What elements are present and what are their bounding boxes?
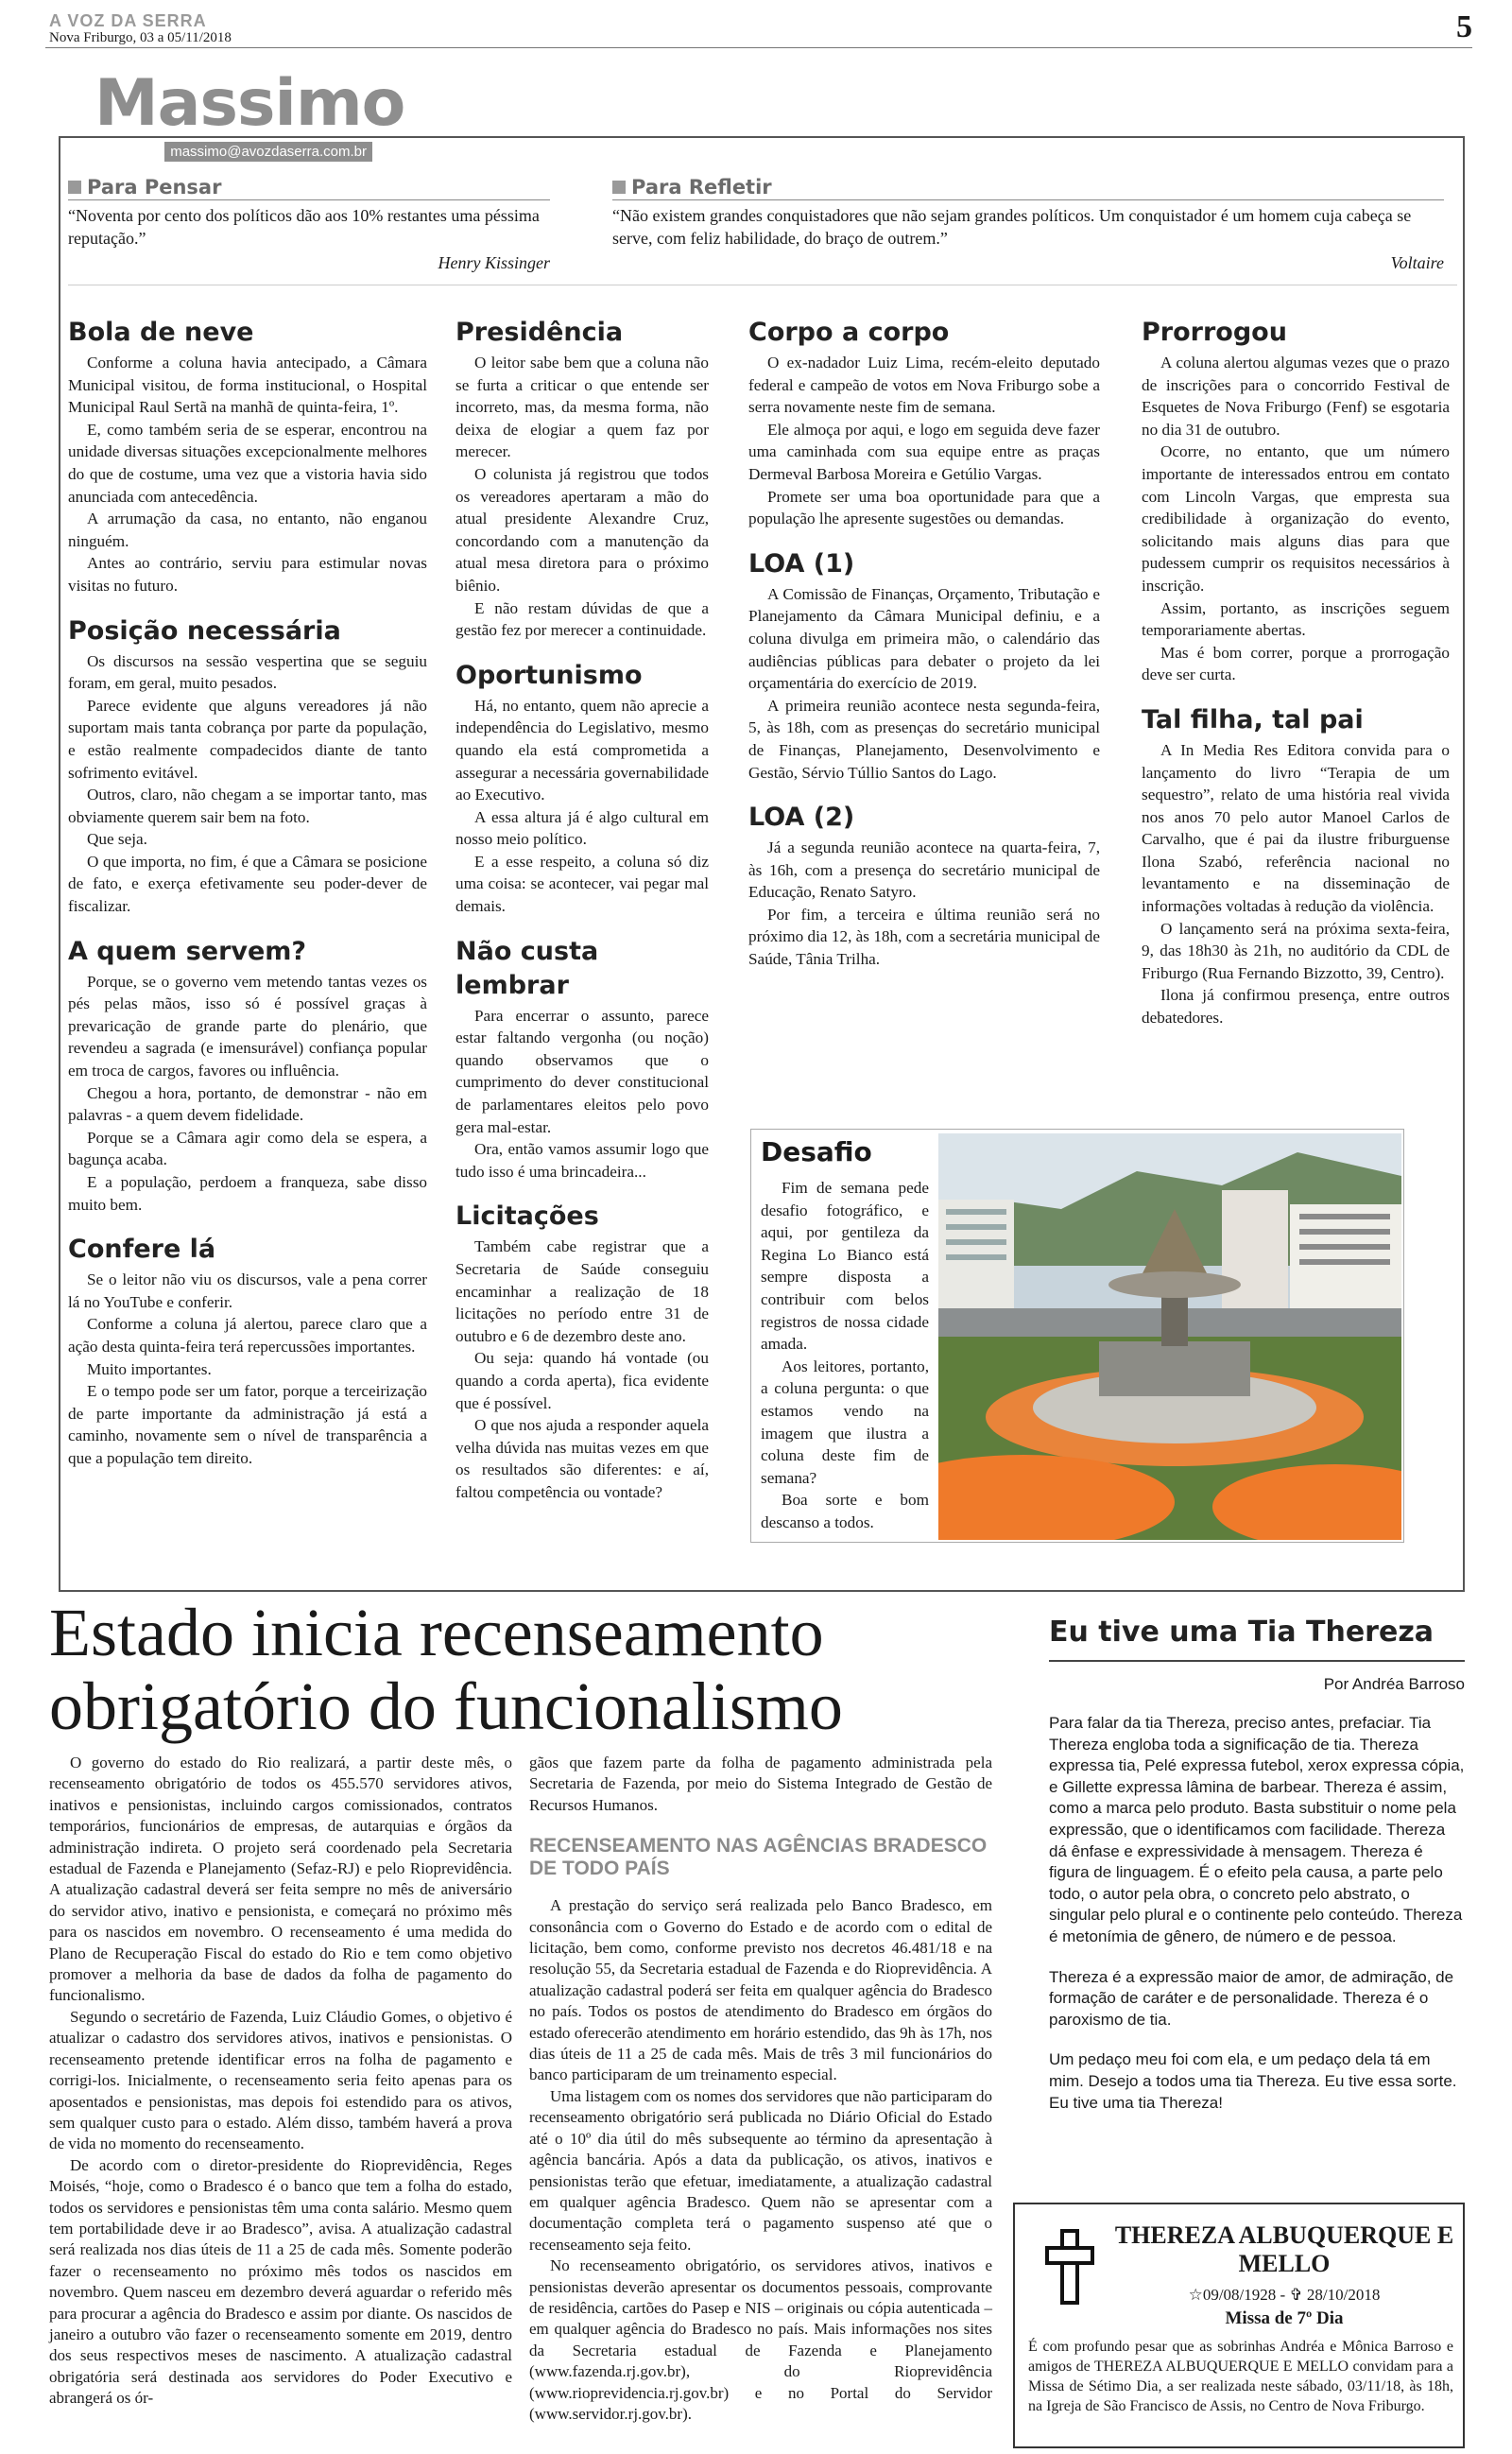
article-column-1 — [49, 1753, 512, 2410]
note-title: A quem servem? — [68, 936, 307, 966]
article-column-2 — [529, 1753, 992, 2425]
note-paragraph: Chegou a hora, portanto, de demonstrar - não em palavras - a quem devem fidelidade. — [68, 1083, 427, 1125]
desafio-paragraph: Fim de semana pede desafio fotográfico, e aqui, por gentileza da Regina Lo Bianco está sempre disposta a contribuir com belos registros de nossa cidade amada. — [761, 1179, 929, 1354]
note-paragraph: O que nos ajuda a responder aquela velha dúvida nas muitas vezes em que os resultados são diferentes: e aí, faltou competência ou vontade? — [455, 1416, 709, 1501]
note-paragraph: E o tempo pode ser um fator, porque a terceirização de parte importante da administração já está a caminho, novamente sem o nível de transparência a que a população tem direito. — [68, 1382, 427, 1467]
note-paragraph: A essa altura já é algo cultural em nosso meio político. — [455, 807, 709, 849]
note-title: Confere lá — [68, 1235, 216, 1265]
tribute-title: Eu tive uma Tia Thereza — [1049, 1613, 1465, 1662]
fountain-square-photo — [938, 1133, 1401, 1540]
note-paragraph: Parece evidente que alguns vereadores já não suportam mais tanta cobrança por parte da população, e estão realmente compadecidos diante de tanto sofrimento evitável. — [68, 696, 427, 782]
note-paragraph: Para encerrar o assunto, parece estar faltando vergonha (ou noção) quando observamos que o cumprimento do dever constitucional de parlamentares eleitos pelo povo gera mal-estar. — [455, 1006, 709, 1136]
note-paragraph: Ele almoça por aqui, e logo em seguida deve fazer uma caminhada com sua equipe entre as praças Dermeval Barbosa Moreira e Getúlio Vargas. — [748, 420, 1100, 483]
tribute-paragraph: Thereza é a expressão maior de amor, de admiração, de formação de caráter e de personalidade. Thereza é o paroxismo de tia. — [1049, 1967, 1454, 2029]
article-subhead: RECENSEAMENTO NAS AGÊNCIAS BRADESCO DE TODO PAÍS — [529, 1835, 988, 1880]
square-bullet-icon — [68, 181, 81, 194]
note-paragraph: Há, no entanto, quem não aprecie a independência do Legislativo, mesmo quando ela está comprometida a assegurar a necessária governabilidade ao Executivo. — [455, 696, 709, 804]
note-section — [1142, 703, 1450, 1029]
column-3 — [748, 316, 1100, 988]
tribute-paragraph: Um pedaço meu foi com ela, e um pedaço dela tá em mim. Desejo a todos uma tia Thereza. Eu tive essa sorte. Eu tive uma tia Thereza! — [1049, 2050, 1457, 2112]
article-paragraph: O governo do estado do Rio realizará, a partir deste mês, o recenseamento obrigatório de todos os 455.570 servidores ativos, inativos e pensionistas, incluindo cargos comissionados, contratos temporários, funcionários de empresas, de autarquias e órgãos da administração indireta. O projeto será coordenado pela Secretaria estadual de Fazenda e Planejamento (Sefaz-RJ) e pelo Rioprevidência. A atualização cadastral deverá ser feita sempre no mês de aniversário do servidor ativo, inativo e pensionista, e começará no próximo mês para os nascidos em novembro. O recenseamento é uma medida do Plano de Recuperação Fiscal do estado do Rio e tem como objetivo promover a melhoria da base de dados da folha de pagamento do funcionalismo. — [49, 1754, 512, 2005]
note-section — [455, 935, 709, 1184]
article-paragraph: Uma listagem com os nomes dos servidores que não participaram do recenseamento obrigatório será publicada no Diário Oficial do Estado até o 10º dia útil do mês subsequente ao término da apresentação à agência bancária. Após a data da publicação, os ativos, inativos e pensionistas terão que efetuar, imediatamente, a atualização cadastral em qualquer agência Bradesco. Quem não se apresentar com a documentação completa terá o pagamento suspenso até que o recenseamento seja feito. — [529, 2086, 992, 2254]
column-2 — [455, 316, 709, 1521]
note-paragraph: Outros, claro, não chegam a se importar tanto, mas obviamente querem sair bem na foto. — [68, 786, 427, 826]
note-paragraph: Os discursos na sessão vespertina que se seguiu foram, em geral, muito pesados. — [68, 651, 427, 693]
note-section — [455, 316, 709, 642]
note-paragraph: Que seja. — [87, 830, 147, 849]
note-section — [68, 1233, 427, 1469]
tribute-article — [1049, 1613, 1465, 2114]
note-section — [455, 659, 709, 918]
note-title: Oportunismo — [455, 660, 643, 690]
note-paragraph: Também cabe registrar que a Secretaria de Saúde conseguiu encaminhar a realização de 18 licitações no período entre 31 de outubro e 6 de dezembro deste ano. — [455, 1237, 709, 1345]
note-section — [68, 614, 427, 918]
note-paragraph: Já a segunda reunião acontece na quarta-feira, 7, às 16h, com a presença do secretário municipal de Educação, Renato Satyro. — [748, 838, 1100, 902]
obituary-event: Missa de 7º Dia — [1225, 2308, 1344, 2328]
tribute-paragraph: Para falar da tia Thereza, preciso antes, prefaciar. Tia Thereza engloba toda a significação de tia. Thereza expressa tia, Pelé expressa futebol, xerox expressa cópia, e Gillette expressa lâmina de barbear. Thereza é assim, como a marca pelo produto. Basta substituir o nome pela expressão, que o identificamos com facilidade. Thereza dá ênfase e expressividade à mensagem. Thereza é figura de linguagem. É o efeito pela causa, a parte pelo todo, o autor pela obra, o concreto pelo abstrato, o singular pelo plural e o continente pelo conteúdo. Thereza é metonímia de gênero, de número e de pessoa. — [1049, 1714, 1465, 1945]
quote-heading-text: Para Refletir — [631, 176, 772, 199]
note-paragraph: O ex-nadador Luiz Lima, recém-eleito deputado federal e campeão de votos em Nova Friburgo sobe a serra novamente neste fim de semana. — [748, 354, 1100, 417]
note-paragraph: A arrumação da casa, no entanto, não enganou ninguém. — [68, 510, 427, 550]
note-title: Licitações — [455, 1201, 599, 1232]
note-paragraph: Se o leitor não viu os discursos, vale a pena correr lá no YouTube e conferir. — [68, 1270, 427, 1311]
column-title: Massimo — [94, 66, 405, 141]
obituary-name: THEREZA ALBUQUERQUE E MELLO — [1114, 2221, 1454, 2277]
note-paragraph: Por fim, a terceira e última reunião será no próximo dia 12, às 18h, com a secretária municipal de Saúde, Tânia Trilha. — [748, 905, 1100, 969]
note-title: Prorrogou — [1142, 318, 1287, 347]
article-headline: Estado inicia recenseamento obrigatório do funcionalismo — [49, 1595, 843, 1744]
article-paragraph: A prestação do serviço será realizada pelo Banco Bradesco, em consonância com o Governo do Estado e de acordo com o edital de licitação, bem como, conforme previsto nos decretos 46.481/18 e na resolução 55, da Secretaria estadual de Fazenda e do Rioprevidência. A atualização cadastral poderá ser feita em qualquer agência do Bradesco no país. Todos os postos de atendimento do Bradesco em órgãos do estado oferecerão atendimento em horário estendido, das 9h às 17h, nos dias úteis de 11 a 25 de cada mês. Mais de três 3 mil funcionários do banco participaram de um treinamento especial. — [529, 1896, 992, 2084]
note-paragraph: Porque se a Câmara agir como dela se espera, a bagunça acaba. — [68, 1128, 427, 1169]
note-title: Não custa lembrar — [455, 936, 599, 1000]
note-title: Corpo a corpo — [748, 318, 950, 347]
article-paragraph: No recenseamento obrigatório, os servidores ativos, inativos e pensionistas deverão apresentar os documentos pessoais, comprovante de residência, cartões do Pasep e NIS – originais ou cópia autenticada – em qualquer agência do Bradesco no país. Mais informações nos sites da Secretaria estadual de Fazenda e Planejamento (www.fazenda.rj.gov.br), do Rioprevidência (www.rioprevidencia.rj.gov.br) e no Portal do Servidor (www.servidor.rj.gov.br). — [529, 2256, 992, 2423]
note-paragraph: A primeira reunião acontece nesta segunda-feira, 5, às 18h, com as presenças do secretário municipal de Finanças, Planejamento, Desenvolvimento e Gestão, Sérvio Túllio Santos do Lago. — [748, 696, 1100, 782]
tribute-author: Por Andréa Barroso — [1323, 1675, 1465, 1693]
note-section — [748, 547, 1100, 784]
note-paragraph: E não restam dúvidas de que a gestão fez por merecer a continuidade. — [455, 598, 709, 640]
obituary-text: É com profundo pesar que as sobrinhas Andréa e Mônica Barroso e amigos de THEREZA ALBUQUERQUE E MELLO convidam para a Missa de Sétimo Dia, a ser realizada neste sábado, 03/11/18, às 18h, na Igreja de São Francisco de Assis, no Centro de Nova Friburgo. — [1028, 2339, 1453, 2414]
note-title: LOA (2) — [748, 803, 855, 833]
note-paragraph: O que importa, no fim, é que a Câmara se posicione de fato, e exerça efetivamente seu poder-dever de fiscalizar. — [68, 852, 427, 916]
note-section — [455, 1200, 709, 1503]
note-paragraph: O leitor sabe bem que a coluna não se furta a criticar o que entende ser incorreto, mas, da mesma forma, não deixa de elogiar a quem faz por merecer. — [455, 354, 709, 461]
page-number: 5 — [1456, 9, 1472, 44]
note-title: Tal filha, tal pai — [1142, 704, 1364, 734]
obituary-notice — [1013, 2203, 1465, 2448]
note-section — [68, 935, 427, 1217]
note-paragraph: Mas é bom correr, porque a prorrogação deve ser curta. — [1142, 643, 1450, 684]
article-paragraph: gãos que fazem parte da folha de pagamento administrada pela Secretaria de Fazenda, por meio do Sistema Integrado de Gestão de Recursos Humanos. — [529, 1754, 992, 1814]
note-paragraph: Ora, então vamos assumir logo que tudo isso é uma brincadeira... — [455, 1140, 709, 1181]
desafio-box — [750, 1129, 1404, 1543]
note-title: LOA (1) — [748, 548, 855, 579]
quote-text: “Noventa por cento dos políticos dão aos 10% restantes uma péssima reputação.” — [68, 206, 540, 248]
column-masthead — [94, 66, 405, 164]
quote-para-pensar — [68, 176, 550, 273]
header-rule — [45, 47, 1472, 48]
desafio-paragraph: Boa sorte e bom descanso a todos. — [761, 1491, 929, 1531]
quote-author: Henry Kissinger — [438, 253, 550, 272]
quote-author: Voltaire — [1390, 253, 1444, 272]
desafio-text — [761, 1133, 929, 1534]
note-paragraph: Muito importantes. — [87, 1359, 212, 1378]
note-title: Posição necessária — [68, 615, 341, 646]
note-section — [1142, 316, 1450, 686]
desafio-photo — [938, 1133, 1401, 1540]
quote-heading-text: Para Pensar — [87, 176, 222, 199]
note-paragraph: E, como também seria de se esperar, encontrou na unidade diversas situações excepcionalmente melhores do que de costume, uma vez que a vistoria havia sido anunciada com antecedência. — [68, 420, 427, 506]
obituary-dates: ☆09/08/1928 - ✞ 28/10/2018 — [1188, 2286, 1381, 2304]
note-paragraph: A In Media Res Editora convida para o lançamento do livro “Terapia de um sequestro”, relato de uma história real vivida nos anos 70 pelo autor Manoel Carlos de Carvalho, que é pai da ilustre friburguense Ilona Szabó, referência nacional no levantamento e na disseminação de informações voltadas à redução da violência. — [1142, 740, 1450, 916]
note-paragraph: Promete ser uma boa oportunidade para que a população lhe apresente sugestões ou demandas. — [748, 487, 1100, 528]
quote-text: “Não existem grandes conquistadores que não sejam grandes políticos. Um conquistador é um homem cuja cabeça se serve, com feliz habilidade, do braço de outrem.” — [612, 206, 1412, 248]
column-4 — [1142, 316, 1450, 1046]
note-paragraph: A coluna alertou algumas vezes que o prazo de inscrições para o concorrido Festival de Esquetes de Nova Friburgo (Fenf) se esgotaria no dia 31 de outubro. — [1142, 354, 1450, 439]
quote-heading — [68, 176, 550, 200]
note-section — [748, 316, 1100, 530]
note-title: Presidência — [455, 318, 624, 347]
desafio-paragraph: Aos leitores, portanto, a coluna pergunta: o que estamos vendo na imagem que ilustra a coluna deste fim de semana? — [761, 1357, 929, 1487]
note-section — [748, 801, 1100, 971]
note-paragraph: Porque, se o governo vem metendo tantas vezes os pés pelas mãos, isso só é possível graças à prevaricação de grande parte do plenário, que revendeu a sagrada (e imensurável) confiança popular em troca de cargos, favores ou influência. — [68, 972, 427, 1080]
note-paragraph: Conforme a coluna já alertou, parece claro que a ação desta quinta-feira terá repercussões importantes. — [68, 1315, 427, 1356]
note-paragraph: Assim, portanto, as inscrições seguem temporariamente abertas. — [1142, 598, 1450, 640]
column-1 — [68, 316, 427, 1487]
note-section — [68, 316, 427, 597]
edition-date: Nova Friburgo, 03 a 05/11/2018 — [49, 30, 232, 45]
article-paragraph: De acordo com o diretor-presidente do Rioprevidência, Reges Moisés, “hoje, como o Bradesco é o banco que tem a folha do estado, todos os servidores e pensionistas têm uma conta salário. Mesmo quem tem portabilidade deve ir ao Bradesco”, avisa. A atualização cadastral será realizada nos dias úteis de 11 a 25 de cada mês. Somente poderão fazer o recenseamento no próximo mês todos os nascidos em novembro. Quem nasceu em dezembro deverá aguardar o referido mês para procurar a agência do Bradesco e assim por diante. Os nascidos de janeiro a outubro vão fazer o recenseamento somente em 2019, dentro dos seus respectivos meses de nascimento. A atualização cadastral obrigatória será destinada aos servidores do Poder Executivo e abrangerá os ór- — [49, 2155, 512, 2408]
note-paragraph: A Comissão de Finanças, Orçamento, Tributação e Planejamento da Câmara Municipal definiu, e a coluna divulga em primeira mão, o calendário das audiências públicas para debater o projeto da lei orçamentária do exercício de 2019. — [748, 584, 1100, 693]
note-paragraph: Antes ao contrário, serviu para estimular novas visitas no futuro. — [68, 554, 427, 595]
cross-icon — [1043, 2227, 1096, 2307]
note-paragraph: Ilona já confirmou presença, entre outros debatedores. — [1142, 986, 1450, 1028]
note-paragraph: E a população, perdoem a franqueza, sabe disso muito bem. — [68, 1173, 427, 1214]
square-bullet-icon — [612, 181, 626, 194]
note-paragraph: Conforme a coluna havia antecipado, a Câmara Municipal visitou, de forma institucional, o Hospital Municipal Raul Sertã na manhã de quinta-feira, 1º. — [68, 354, 427, 417]
note-paragraph: Ou seja: quando há vontade (ou quando a corda aperta), fica evidente que é possível. — [455, 1349, 709, 1412]
note-paragraph: O colunista já registrou que todos os vereadores apertaram a mão do atual presidente Alexandre Cruz, concordando com a manutenção da atual mesa diretora para o próximo biênio. — [455, 464, 709, 595]
note-paragraph: E a esse respeito, a coluna só diz uma coisa: se acontecer, vai pegar mal demais. — [455, 852, 709, 916]
publication-name: A VOZ DA SERRA — [49, 11, 207, 30]
column-email[interactable]: massimo@avozdaserra.com.br — [164, 142, 372, 162]
note-title: Bola de neve — [68, 318, 254, 347]
quote-para-refletir — [612, 176, 1444, 273]
quote-heading — [612, 176, 1444, 200]
note-paragraph: Ocorre, no entanto, que um número importante de interessados entrou em contato com Lincoln Vargas, que empresta sua credibilidade à organização do evento, solicitando mais alguns dias para que pudessem cumprir os requisitos necessários à inscrição. — [1142, 442, 1450, 595]
desafio-title: Desafio — [761, 1136, 872, 1167]
note-paragraph: O lançamento será na próxima sexta-feira, 9, das 18h30 às 21h, no auditório da CDL de Friburgo (Rua Fernando Bizzotto, 39, Centro). — [1142, 919, 1450, 982]
article-paragraph: Segundo o secretário de Fazenda, Luiz Cláudio Gomes, o objetivo é atualizar o cadastro dos servidores ativos, inativos e pensionistas. O recenseamento pretende identificar erros na folha de pagamento e corrigi-los. Inicialmente, o recenseamento seria feito apenas para os aposentados e pensionistas, mas depois foi estendido para os ativos, sem qualquer custo para o estado. Além disso, também haverá a prova de vida no momento do recenseamento. — [49, 2007, 512, 2153]
